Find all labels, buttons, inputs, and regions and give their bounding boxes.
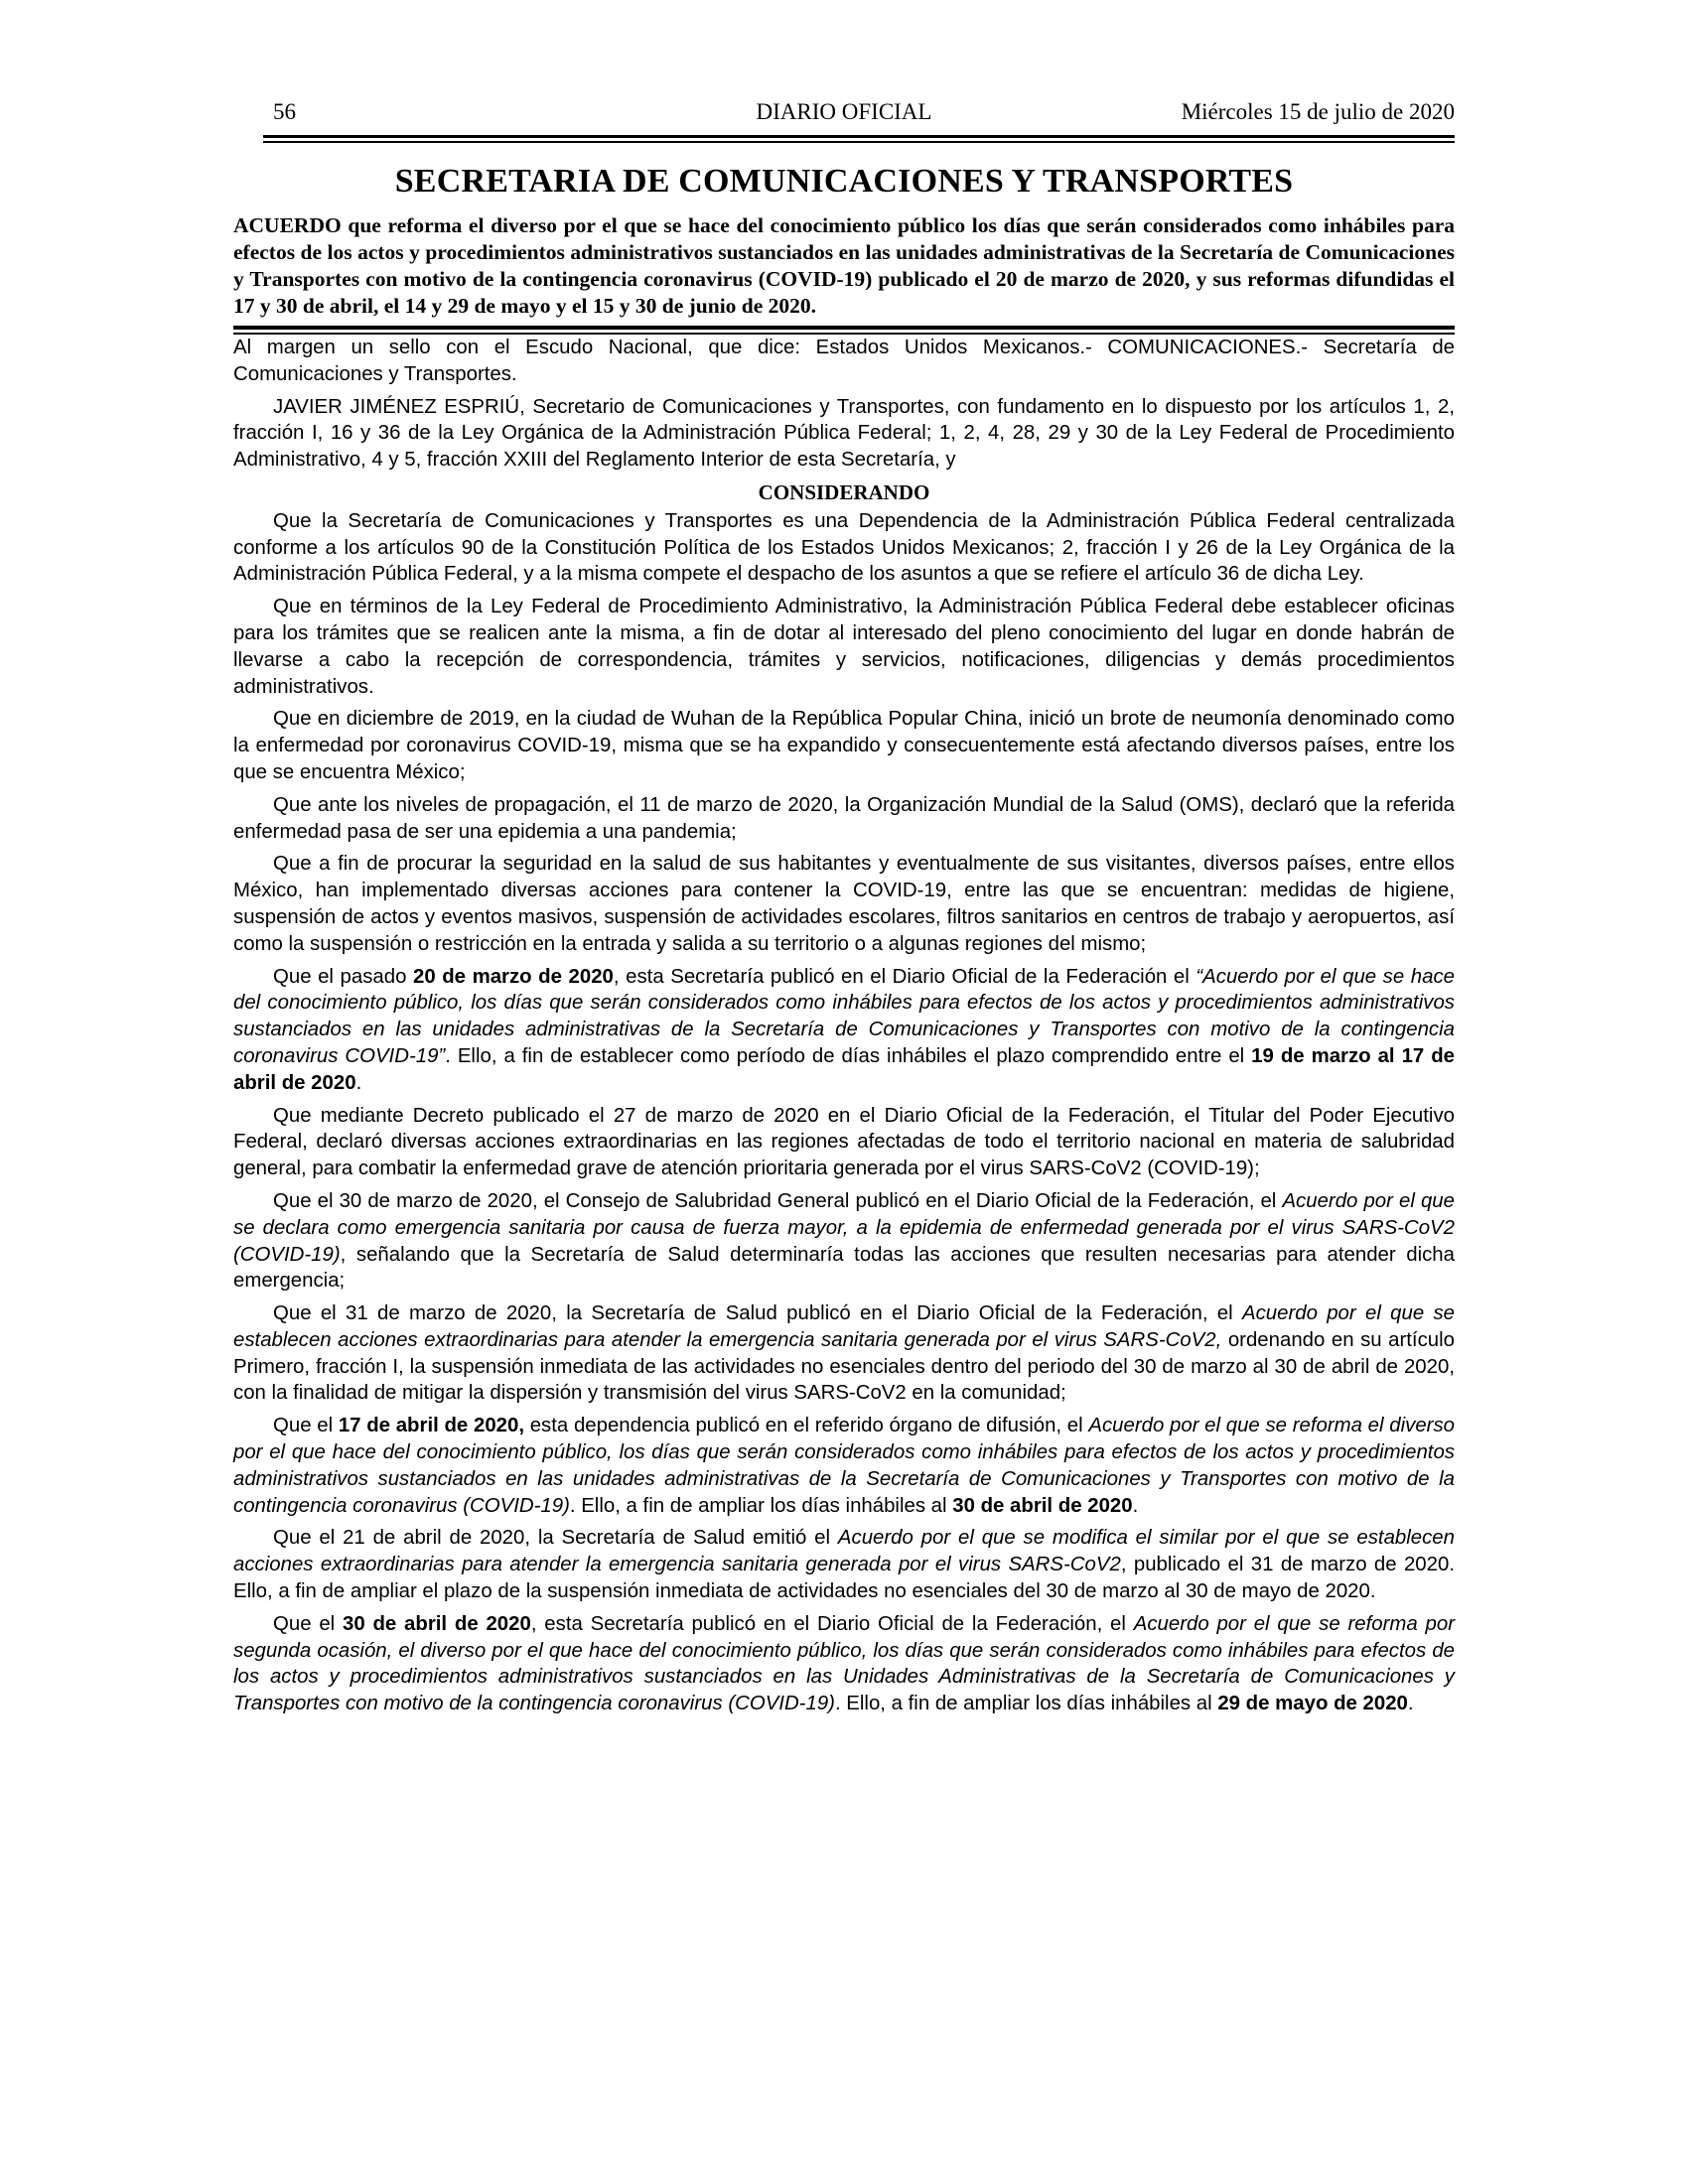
considerando-paragraph xyxy=(233,1611,1455,1717)
considerando-heading: CONSIDERANDO xyxy=(758,479,930,504)
page-header xyxy=(233,99,1455,135)
italic-citation: Acuerdo por el que se reforma por segunda ocasión, el diverso por el que hace del conocimiento público, los días que serán considerados como inhábiles para efectos de los actos y procedimientos administrativos sustanciados en las Unidades Administrativas de la Secretaría de Comunicaciones y Transportes con motivo de la contingencia coronavirus (COVID-19) xyxy=(233,1612,1456,1715)
bold-date: 29 de mayo de 2020 xyxy=(1217,1693,1408,1715)
text-run: ordenando en su artículo Primero, fracción I, la suspensión inmediata de las actividades no esenciales dentro del periodo del 30 de marzo al 30 de abril de 2020, con la finalidad de mitigar la dispersión y transmisión del virus SARS-CoV2 en la comunidad; xyxy=(233,1328,1455,1405)
text-run: , esta Secretaría publicó en el Diario Oficial de la Federación el xyxy=(613,965,1196,988)
text-run: esta dependencia publicó en el referido órgano de difusión, el xyxy=(524,1415,1089,1437)
considerando-paragraph xyxy=(233,1300,1455,1407)
italic-citation: “Acuerdo por el que se hace del conocimiento público, los días que serán considerados como inhábiles para efectos de los actos y procedimientos administrativos sustanciados en las unidades administrativas de la Secretaría de Comunicaciones y Transportes con motivo de la contingencia coronavirus COVID-19” xyxy=(233,965,1455,1067)
agency-title: SECRETARIA DE COMUNICACIONES Y TRANSPORTES xyxy=(394,163,1294,200)
text-run: Que el 30 de marzo de 2020, el Consejo de Salubridad General publicó en el Diario Oficial de la Federación, el xyxy=(273,1189,1283,1212)
considerando-paragraph xyxy=(233,1525,1455,1604)
text-run: Que el 21 de abril de 2020, la Secretaría de Salud emitió el xyxy=(273,1527,838,1550)
text-run: Que el pasado xyxy=(273,965,413,988)
acuerdo-lead: ACUERDO xyxy=(233,213,342,237)
text-run: . Ello, a fin de ampliar los días inhábiles al xyxy=(834,1693,1218,1715)
header-rule-thin xyxy=(263,141,1455,143)
acuerdo-title xyxy=(233,212,1455,326)
text-run: , publicado el 31 de marzo de 2020. Ello, a fin de ampliar el plazo de la suspensión inmediata de actividades no esenciales del 30 de marzo al 30 de mayo de 2020. xyxy=(233,1554,1455,1603)
text-run: , esta Secretaría publicó en el Diario Oficial de la Federación, el xyxy=(530,1612,1134,1635)
considerando-paragraph: Que en términos de la Ley Federal de Procedimiento Administrativo, la Administración Pública Federal debe establecer oficinas para los trámites que se realicen ante la misma, a fin de dotar al interesado del pleno conocimiento del lugar en donde habrán de llevarse a cabo la recepción de correspondencia, trámites y servicios, notificaciones, diligencias y demás procedimientos administrativos. xyxy=(233,596,1455,698)
considerando-paragraph: Que en diciembre de 2019, en la ciudad de Wuhan de la República Popular China, inició un brote de neumonía denominado como la enfermedad por coronavirus COVID-19, misma que se ha expandido y consecuentemente está afectando diversos países, entre los que se encuentra México; xyxy=(233,708,1455,783)
text-run: . xyxy=(355,1071,362,1094)
text-run: , señalando que la Secretaría de Salud determinaría todas las acciones que resulten necesarias para atender dicha emergencia; xyxy=(233,1243,1455,1293)
italic-citation: Acuerdo por el que se declara como emergencia sanitaria por causa de fuerza mayor, a la epidemia de enfermedad generada por el virus SARS-CoV2 (COVID-19) xyxy=(233,1189,1455,1266)
bold-date: 20 de marzo de 2020 xyxy=(412,965,614,988)
text-run: Que el xyxy=(273,1612,343,1635)
text-run: Que el 31 de marzo de 2020, la Secretaría de Salud publicó en el Diario Oficial de la Federación, el xyxy=(273,1302,1242,1325)
considerando-paragraph: Que a fin de procurar la seguridad en la salud de sus habitantes y eventualmente de sus visitantes, diversos países, entre ellos México, han implementado diversas acciones para contener la COVID-19, entre las que se encuentran: medidas de higiene, suspensión de actos y eventos masivos, suspensión de actividades escolares, filtros sanitarios en centros de trabajo y aeropuertos, así como la suspensión o restricción en la entrada y salida a su territorio o a algunas regiones del mismo; xyxy=(233,853,1455,955)
preambulo-paragraph: JAVIER JIMÉNEZ ESPRIÚ, Secretario de Comunicaciones y Transportes, con fundamento en lo dispuesto por los artículos 1, 2, fracción I, 16 y 36 de la Ley Orgánica de la Administración Pública Federal; 1, 2, 4, 28, 29 y 30 de la Ley Federal de Procedimiento Administrativo, 4 y 5, fracción XXIII del Reglamento Interior de esta Secretaría, y xyxy=(233,395,1455,472)
header-rule xyxy=(263,135,1455,138)
considerando-paragraph xyxy=(233,1413,1455,1519)
considerando-paragraph xyxy=(233,964,1455,1097)
bold-date: 30 de abril de 2020 xyxy=(952,1494,1133,1517)
document-body xyxy=(233,335,1455,1717)
acuerdo-text: que reforma el diverso por el que se hace del conocimiento público los días que serán considerados como inhábiles para efectos de los actos y procedimientos administrativos sustanciados en las unidades administrativas de la Secretaría de Comunicaciones y Transportes con motivo de la contingencia coronavirus (COVID-19) publicado el 20 de marzo de 2020, y sus reformas difundidas el 17 y 30 de abril, el 14 y 29 de mayo y el 15 y 30 de junio de 2020. xyxy=(233,213,1455,318)
italic-citation: Acuerdo por el que se reforma el diverso por el que hace del conocimiento público, los días que serán considerados como inhábiles para efectos de los actos y procedimientos administrativos sustanciados en las unidades administrativas de la Secretaría de Comunicaciones y Transportes con motivo de la contingencia coronavirus (COVID-19) xyxy=(233,1415,1455,1517)
text-run: . xyxy=(1132,1494,1139,1517)
considerando-paragraph: Que ante los niveles de propagación, el 11 de marzo de 2020, la Organización Mundial de la Salud (OMS), declaró que la referida enfermedad pasa de ser una epidemia a una pandemia; xyxy=(233,793,1455,843)
considerando-paragraph xyxy=(233,1188,1455,1295)
document-page xyxy=(233,99,1455,1723)
page-number: 56 xyxy=(273,99,296,124)
bold-date: 19 de marzo al 17 de abril de 2020 xyxy=(233,1044,1456,1094)
bold-date: 30 de abril de 2020 xyxy=(342,1612,531,1635)
text-run: . xyxy=(1407,1693,1414,1715)
title-rule xyxy=(233,326,1455,330)
publication-date: Miércoles 15 de julio de 2020 xyxy=(1181,99,1455,124)
italic-citation: Acuerdo por el que se modifica el similar por el que se establecen acciones extraordinarias para atender la emergencia sanitaria generada por el virus SARS-CoV2 xyxy=(233,1527,1455,1576)
considerando-paragraph: Que mediante Decreto publicado el 27 de marzo de 2020 en el Diario Oficial de la Federación, el Titular del Poder Ejecutivo Federal, declaró diversas acciones extraordinarias en las regiones afectadas de todo el territorio nacional en materia de salubridad general, para combatir la enfermedad grave de atención prioritaria generada por el virus SARS-CoV2 (COVID-19); xyxy=(233,1104,1455,1180)
text-run: Que el xyxy=(273,1415,339,1437)
margen-paragraph: Al margen un sello con el Escudo Nacional, que dice: Estados Unidos Mexicanos.- COMUNICACIONES.- Secretaría de Comunicaciones y Transportes. xyxy=(233,337,1455,385)
text-run: . Ello, a fin de establecer como período de días inhábiles el plazo comprendido entre el xyxy=(445,1044,1252,1067)
considerando-paragraph: Que la Secretaría de Comunicaciones y Transportes es una Dependencia de la Administración Pública Federal centralizada conforme a los artículos 90 de la Constitución Política de los Estados Unidos Mexicanos; 2, fracción I y 26 de la Ley Orgánica de la Administración Pública Federal, y a la misma compete el despacho de los asuntos a que se refiere el artículo 36 de dicha Ley. xyxy=(233,509,1455,586)
bold-date: 17 de abril de 2020, xyxy=(338,1415,524,1437)
text-run: . Ello, a fin de ampliar los días inhábiles al xyxy=(569,1494,953,1517)
italic-citation: Acuerdo por el que se establecen acciones extraordinarias para atender la emergencia sanitaria generada por el virus SARS-CoV2, xyxy=(233,1302,1455,1351)
publication-name: DIARIO OFICIAL xyxy=(756,99,932,124)
